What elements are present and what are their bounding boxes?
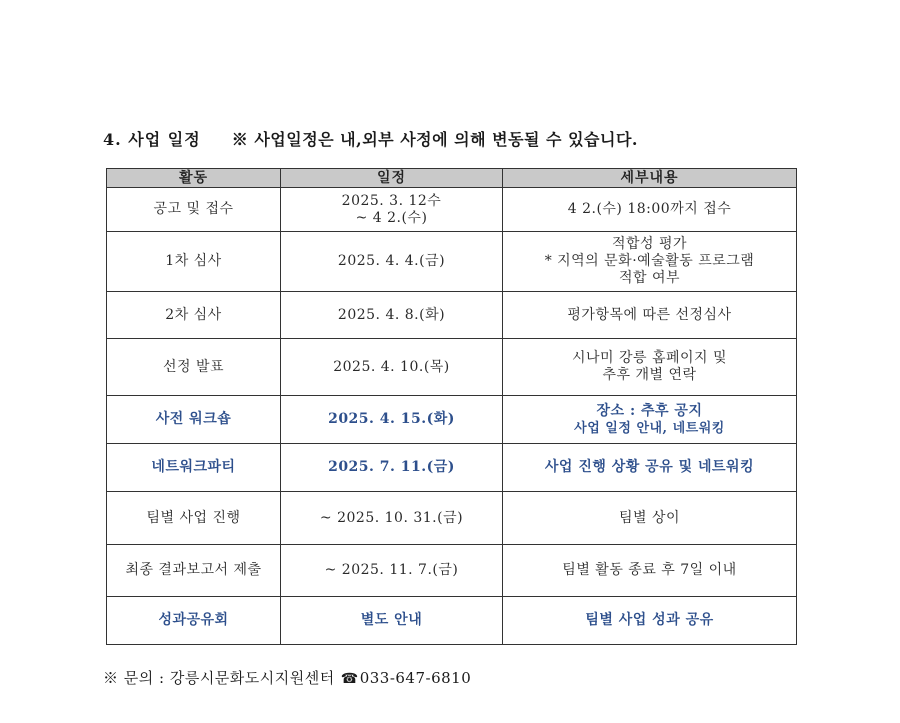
details-cell xyxy=(503,396,797,444)
details-cell xyxy=(503,545,797,597)
schedule-line: 별도 안내 xyxy=(360,612,423,628)
schedule-cell xyxy=(281,492,503,545)
schedule-line: ~ 2025. 10. 31.(금) xyxy=(319,509,464,526)
header-details: 세부내용 xyxy=(503,169,797,188)
schedule-change-note: ※ 사업일정은 내,외부 사정에 의해 변동될 수 있습니다. xyxy=(231,130,638,149)
details-line: 팀별 상이 xyxy=(618,509,681,526)
schedule-line: 2025. 4. 8.(화) xyxy=(337,306,446,323)
table-row xyxy=(107,292,797,339)
table-row xyxy=(107,232,797,292)
activity-cell: 공고 및 접수 xyxy=(107,188,281,232)
details-line: 장소 : 추후 공지 xyxy=(596,402,703,419)
details-cell xyxy=(503,188,797,232)
details-line: 적합성 평가 xyxy=(611,236,688,252)
schedule-cell xyxy=(281,292,503,339)
details-cell xyxy=(503,444,797,492)
activity-cell: 성과공유회 xyxy=(107,597,281,645)
activity-cell: 1차 심사 xyxy=(107,232,281,292)
details-line: 사업 일정 안내, 네트워킹 xyxy=(574,420,725,436)
activity-cell: 네트워크파티 xyxy=(107,444,281,492)
details-line: 추후 개별 연락 xyxy=(602,367,697,383)
schedule-cell xyxy=(281,339,503,396)
schedule-cell xyxy=(281,597,503,645)
section-heading xyxy=(103,127,638,150)
details-cell xyxy=(503,597,797,645)
schedule-line: ~ 2025. 11. 7.(금) xyxy=(324,562,459,578)
details-cell xyxy=(503,339,797,396)
details-cell xyxy=(503,232,797,292)
schedule-line: 2025. 7. 11.(금) xyxy=(328,459,455,475)
schedule-line: 2025. 4. 4.(금) xyxy=(337,253,446,269)
details-cell xyxy=(503,292,797,339)
table-row xyxy=(107,545,797,597)
activity-cell: 최종 결과보고서 제출 xyxy=(107,545,281,597)
header-activity: 활동 xyxy=(107,169,281,188)
schedule-cell xyxy=(281,545,503,597)
activity-cell: 2차 심사 xyxy=(107,292,281,339)
schedule-cell xyxy=(281,444,503,492)
phone-icon: ☎ xyxy=(340,671,359,687)
table-header-row xyxy=(107,169,797,188)
activity-cell: 팀별 사업 진행 xyxy=(107,492,281,545)
schedule-line: 2025. 4. 15.(화) xyxy=(328,411,455,427)
schedule-line: 2025. 4. 10.(목) xyxy=(333,358,450,375)
section-title: 4. 사업 일정 xyxy=(103,130,201,149)
details-line: 적합 여부 xyxy=(618,270,681,286)
table-row xyxy=(107,188,797,232)
details-line: 평가항목에 따른 선정심사 xyxy=(567,306,732,323)
table-row xyxy=(107,492,797,545)
inquiry-phone: 033-647-6810 xyxy=(359,669,472,687)
header-schedule: 일정 xyxy=(281,169,503,188)
details-line: 시나미 강릉 홈페이지 및 xyxy=(571,350,728,366)
details-line: 팀별 사업 성과 공유 xyxy=(585,612,714,628)
details-line: 사업 진행 상황 공유 및 네트워킹 xyxy=(544,459,755,475)
schedule-line: ~ 4 2.(수) xyxy=(355,209,428,226)
schedule-cell xyxy=(281,232,503,292)
schedule-cell xyxy=(281,188,503,232)
table-row xyxy=(107,444,797,492)
table-row xyxy=(107,597,797,645)
schedule-line: 2025. 3. 12수 xyxy=(341,192,442,209)
details-line: 팀별 활동 종료 후 7일 이내 xyxy=(562,562,737,578)
schedule-table xyxy=(106,168,797,645)
table-row xyxy=(107,339,797,396)
activity-cell: 선정 발표 xyxy=(107,339,281,396)
inquiry-line xyxy=(103,667,471,688)
table-row xyxy=(107,396,797,444)
details-line: 4 2.(수) 18:00까지 접수 xyxy=(567,201,732,217)
inquiry-label: ※ 문의 : 강릉시문화도시지원센터 xyxy=(103,669,335,687)
schedule-cell xyxy=(281,396,503,444)
activity-cell: 사전 워크숍 xyxy=(107,396,281,444)
details-line: * 지역의 문화·예술활동 프로그램 xyxy=(544,253,755,269)
details-cell xyxy=(503,492,797,545)
